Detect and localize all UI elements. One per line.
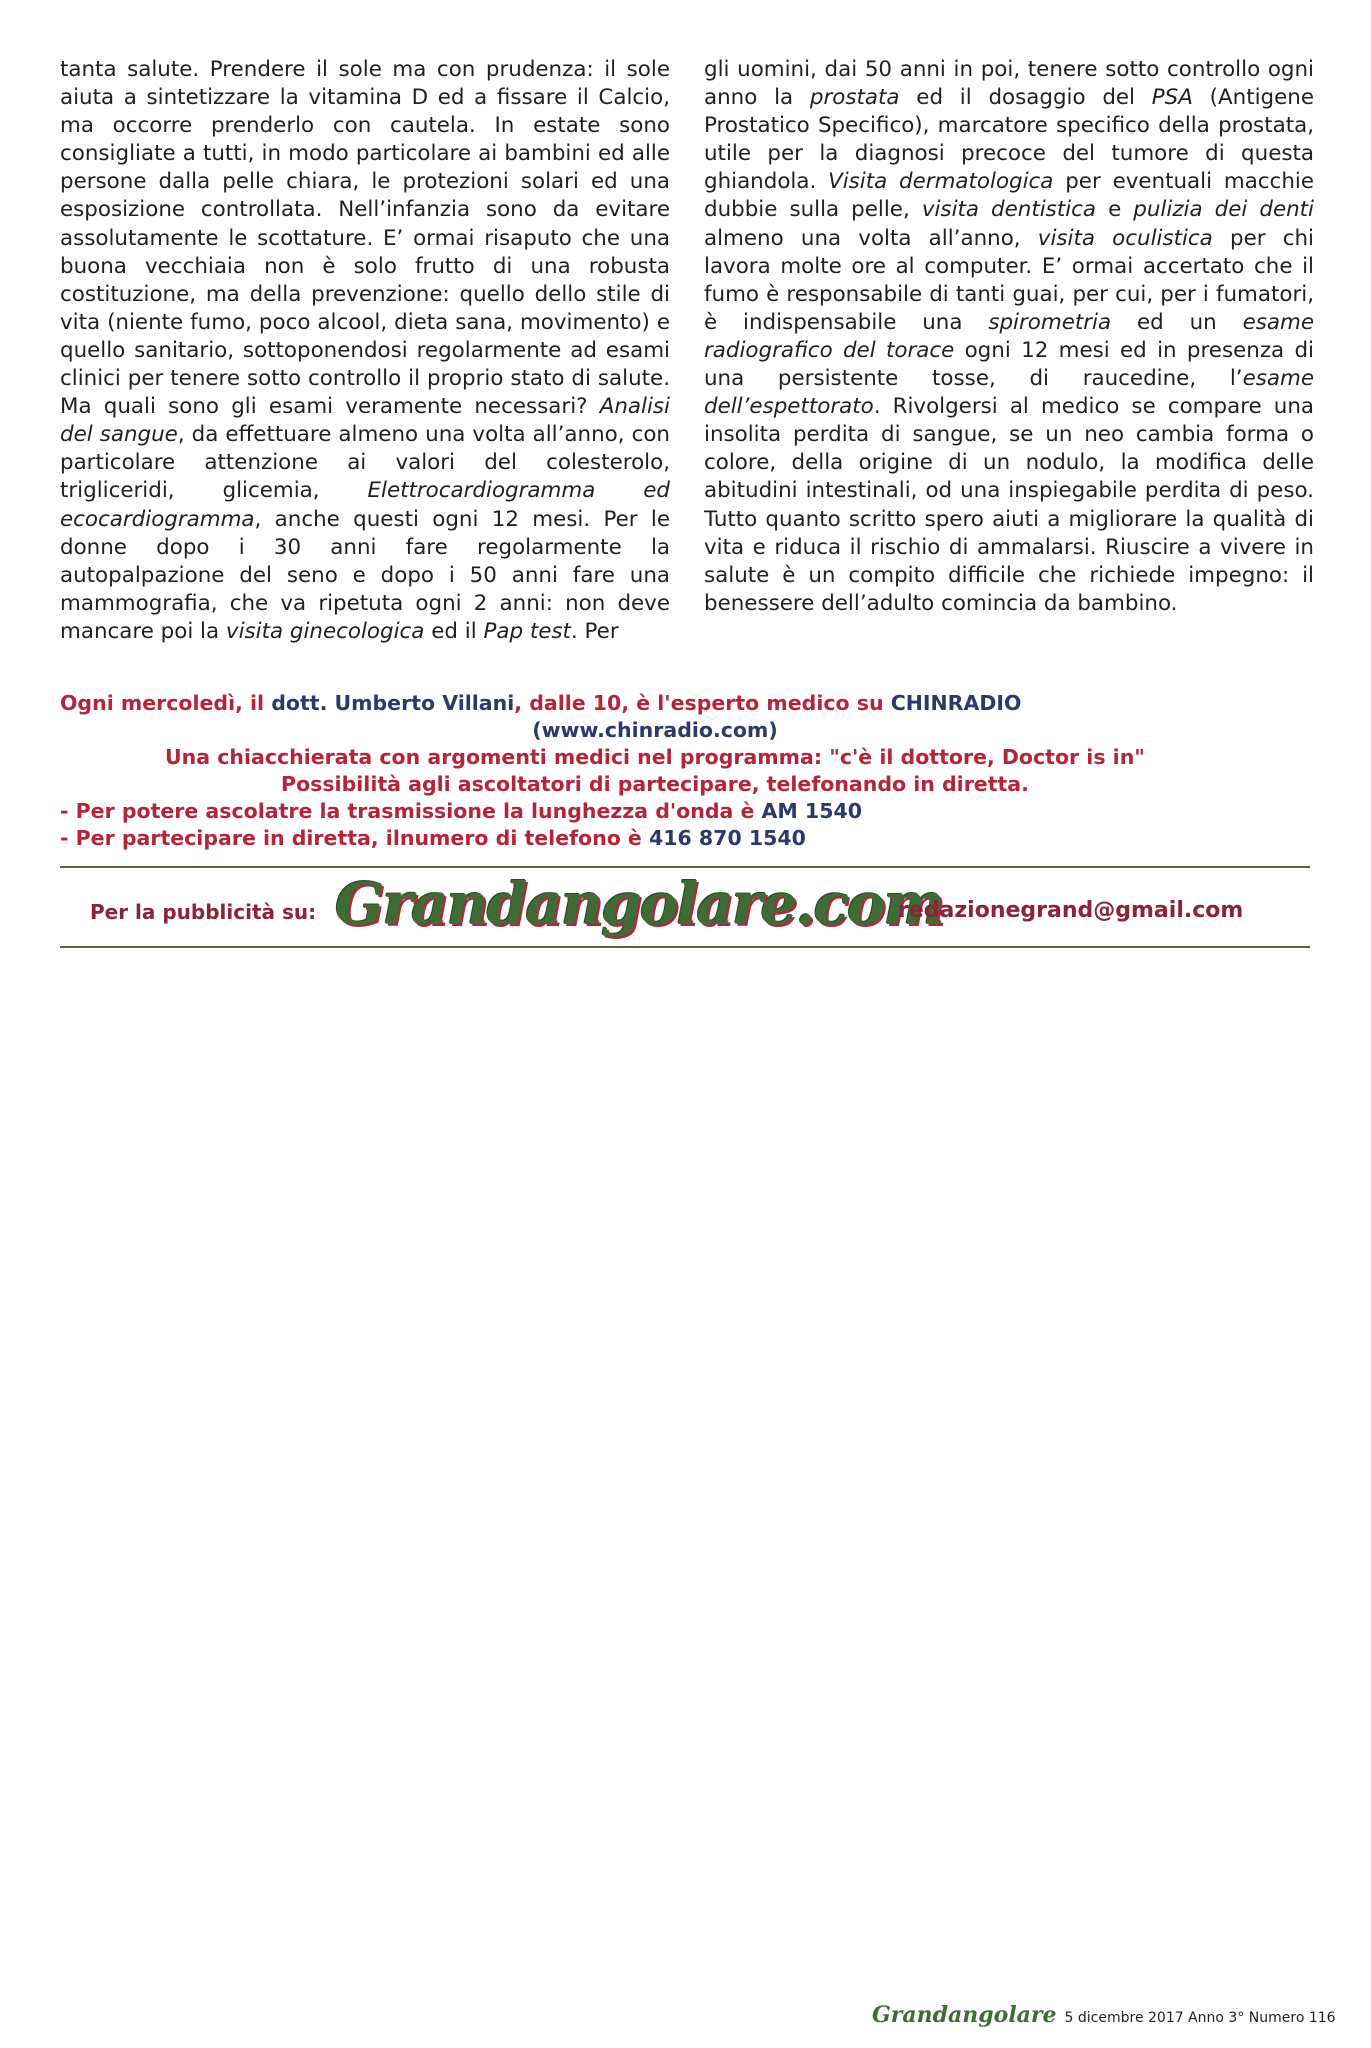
italic-term: esame radiografico del torace	[704, 309, 1314, 363]
italic-term: Visita dermatologica	[828, 169, 1054, 195]
program-description: Una chiacchierata con argomenti medici nel programma: "c'è il dottore, Doctor is in"	[165, 745, 1145, 769]
body-text: per eventuali macchie dubbie sulla pelle,	[704, 169, 1314, 223]
frequency-value: AM 1540	[761, 799, 862, 823]
body-text: . Rivolgersi al medico se compare una insolita perdita di sangue, se un neo cambia forma o colore, della origine di un nodulo, la modifica delle abitudini intestinali, od una inspiegabile perdita di peso. Tutto quanto scritto spero aiuti a migliorare la qualità di vita e riduca il rischio di ammalarsi. Riuscire a vivere in salute è un compito difficile che richiede impegno: il benessere dell’adulto comincia da bambino.	[704, 394, 1314, 616]
body-text: ed il dosaggio del	[899, 85, 1152, 111]
article-text-left	[60, 56, 670, 646]
body-text: e	[1096, 197, 1134, 223]
body-text: tanta salute. Prendere il sole ma con prudenza: il sole aiuta a sintetizzare la vitamina D ed a fissare il Calcio, ma occorre prenderlo con cautela. In estate sono consigliate a tutti, in modo particolare ai bambini ed alle persone dalla pelle chiara, le protezioni solari ed una esposizione controllata. Nell’infanzia sono da evitare assolutamente le scottature. E’ ormai risaputo che una buona vecchiaia non è solo frutto di una robusta costituzione, ma della prevenzione: quello dello stile di vita (niente fumo, poco alcool, dieta sana, movimento) e quello sanitario, sottoponendosi regolarmente ad esami clinici per tenere sotto controllo il proprio stato di salute. Ma quali sono gli esami veramente necessari?	[60, 57, 670, 420]
italic-term: visita dentistica	[921, 197, 1097, 223]
body-text: ed un	[1111, 309, 1243, 335]
body-text: ogni 12 mesi ed in presenza di una persistente tosse, di raucedine, l’	[704, 337, 1314, 392]
grandangolare-logo[interactable]: Grandangolare.com	[335, 870, 944, 938]
body-text: , da effettuare almeno una volta all’anno, con particolare attenzione ai valori del colesterolo, trigliceridi, glicemia,	[60, 422, 670, 504]
italic-term: visita oculistica	[1037, 225, 1213, 251]
article-column-left	[60, 56, 670, 646]
italic-term: visita ginecologica	[225, 618, 425, 644]
page-footer	[872, 2002, 1336, 2028]
radio-website: (www.chinradio.com)	[532, 718, 778, 742]
italic-term: Pap test	[483, 618, 571, 644]
italic-term: Analisi del sangue	[60, 394, 670, 448]
italic-term: esame dell’espettorato	[704, 366, 1314, 420]
italic-term: prostata	[809, 85, 900, 111]
phone-number: 416 870 1540	[648, 826, 806, 850]
call-in-note: Possibilità agli ascoltatori di partecipare, telefonando in diretta.	[281, 772, 1029, 796]
contact-email[interactable]: redazionegrand@gmail.com	[898, 898, 1244, 923]
body-text: almeno una volta all’anno,	[704, 225, 1038, 251]
body-text: per chi lavora molte ore al computer. E’ ormai accertato che il fumo è responsabile di tanti guai, per cui, per i fumatori, è indispensabile una	[704, 225, 1314, 335]
divider-top	[60, 866, 1310, 868]
footer-logo: Grandangolare	[872, 2002, 1057, 2028]
body-text: (Antigene Prostatico Specifico), marcatore specifico della prostata, utile per la diagnosi precoce del tumore di questa ghiandola.	[704, 85, 1314, 195]
body-text: gli uomini, dai 50 anni in poi, tenere sotto controllo ogni anno la	[704, 57, 1314, 111]
article-text-right	[704, 56, 1314, 618]
advertising-label: Per la pubblicità su:	[90, 900, 317, 924]
body-text: . Per	[570, 618, 619, 644]
italic-term: spirometria	[988, 309, 1112, 335]
italic-term: pulizia dei denti	[1133, 197, 1314, 223]
frequency-label: - Per potere ascolatre la trasmissione la lunghezza d'onda è	[60, 799, 762, 823]
body-text: , anche questi ogni 12 mesi. Per le donne dopo i 30 anni fare regolarmente la autopalpazione del seno e dopo i 50 anni fare una mammografia, che va ripetuta ogni 2 anni: non deve mancare poi la	[60, 506, 670, 644]
advertising-banner	[60, 872, 1310, 944]
body-text: ed il	[424, 618, 484, 644]
radio-name: CHINRADIO	[890, 691, 1022, 715]
promo-time: , dalle 10, è l'esperto medico su	[514, 691, 891, 715]
promo-line-1	[60, 690, 1310, 717]
italic-term: PSA	[1151, 85, 1193, 111]
article-column-right	[704, 56, 1314, 618]
doctor-name: dott. Umberto Villani	[271, 691, 515, 715]
promo-intro: Ogni mercoledì, il	[60, 691, 272, 715]
promo-phone-line	[60, 825, 1310, 852]
promo-frequency-line	[60, 798, 1310, 825]
issue-info: 5 dicembre 2017 Anno 3° Numero 116	[1064, 2010, 1336, 2026]
radio-promo-box	[60, 690, 1310, 852]
italic-term: Elettrocardiogramma ed ecocardiogramma	[60, 478, 670, 532]
phone-label: - Per partecipare in diretta, ilnumero di telefono è	[60, 826, 649, 850]
divider-bottom	[60, 946, 1310, 948]
